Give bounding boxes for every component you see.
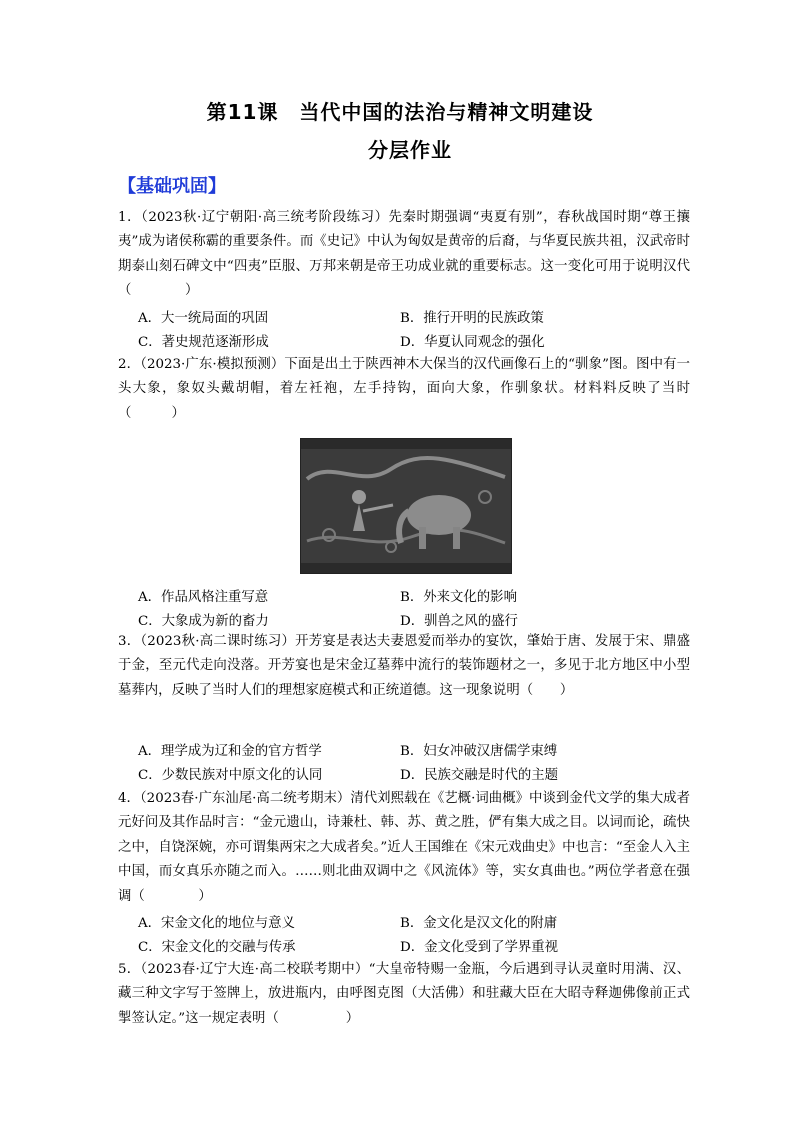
elephant-relief-illustration [301,439,511,573]
page-title: 第11课 当代中国的法治与精神文明建设 [206,100,594,124]
option-c: C．著史规范逐渐形成 [138,335,269,350]
section-heading: 【基础巩固】 [118,176,226,197]
question-1-stem: 1．（2023秋·辽宁朝阳·高三统考阶段练习）先秦时期强调“夷夏有别”，春秋战国时期“尊王攘夷”成为诸侯称霸的重要条件。而《史记》中认为匈奴是黄帝的后裔，与华夏民族共祖，汉武帝时期泰山刻石碑文中“四夷”臣服、万邦来朝是帝王功成业就的重要标志。这一变化可用于说明汉代（ ） [118,210,690,299]
question-2-stem: 2．（2023·广东·模拟预测）下面是出土于陕西神木大保当的汉代画像石上的“驯象”图。图中有一头大象，象奴头戴胡帽，着左衽袍，左手持钩，面向大象，作驯象状。材料料反映了当时（ ） [118,357,690,421]
question-5-stem: 5．（2023春·辽宁大连·高二校联考期中）“大皇帝特赐一金瓶，今后遇到寻认灵童时用满、汉、藏三种文字写于签牌上，放进瓶内，由呼图克图（大活佛）和驻藏大臣在大昭寺释迦佛像前正式掣签认定。”这一规定表明（ ） [118,962,690,1026]
option-a: A．作品风格注重写意 [138,590,269,605]
option-a: A．宋金文化的地位与意义 [138,916,295,931]
option-d: D．金文化受到了学界重视 [400,940,559,955]
option-d: D．华夏认同观念的强化 [400,335,545,350]
option-d: D．民族交融是时代的主题 [400,768,559,783]
question-4-stem: 4．（2023春·广东汕尾·高二统考期末）清代刘熙载在《艺概·词曲概》中谈到金代文学的集大成者元好问及其作品时言：“金元遗山，诗兼杜、韩、苏、黄之胜，俨有集大成之目。以词而论，疏快之中，自饶深婉，亦可谓集两宋之大成者矣。”近人王国维在《宋元戏曲史》中也言：“至金人入主中国，而女真乐亦随之而入。……则北曲双调中之《风流体》等，实女真曲也。”两位学者意在强调（ ） [118,791,690,904]
option-c: C．宋金文化的交融与传承 [138,940,296,955]
option-a: A．理学成为辽和金的官方哲学 [138,744,322,759]
option-b: B．妇女冲破汉唐儒学束缚 [400,744,558,759]
page-subtitle: 分层作业 [368,138,452,162]
option-b: B．推行开明的民族政策 [400,311,544,326]
option-b: B．金文化是汉文化的附庸 [400,916,558,931]
stone-relief-image [300,438,512,574]
question-3-stem: 3．（2023秋·高二课时练习）开芳宴是表达夫妻恩爱而举办的宴饮，肇始于唐、发展于宋、鼎盛于金，至元代走向没落。开芳宴也是宋金辽墓葬中流行的装饰题材之一，多见于北方地区中小型墓葬内，反映了当时人们的理想家庭模式和正统道德。这一现象说明（ ） [118,634,690,698]
option-b: B．外来文化的影响 [400,590,517,605]
option-c: C．少数民族对中原文化的认同 [138,768,323,783]
option-d: D．驯兽之风的盛行 [400,614,518,629]
option-c: C．大象成为新的畜力 [138,614,269,629]
option-a: A．大一统局面的巩固 [138,311,269,326]
